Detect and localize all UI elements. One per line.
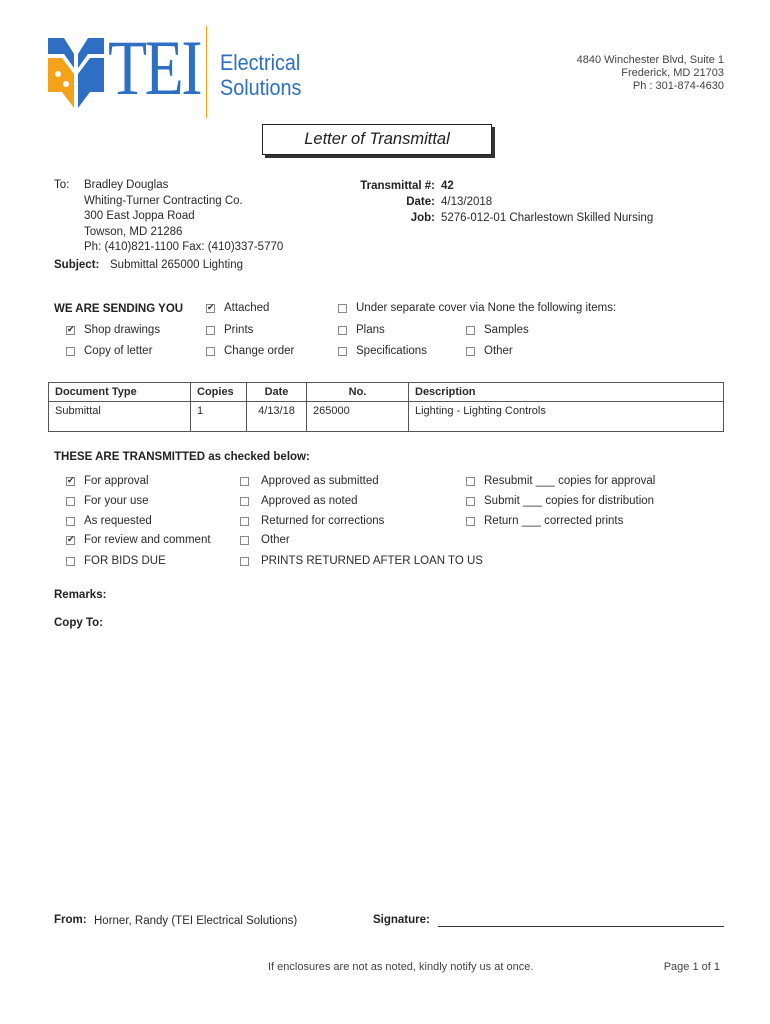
transmitted-option[interactable] (466, 495, 654, 507)
sending-item[interactable] (466, 324, 529, 336)
transmittal-values (441, 178, 653, 226)
sending-item[interactable] (66, 324, 160, 336)
sending-item-label: Specifications (356, 345, 427, 357)
table-header-row (49, 383, 724, 402)
transmitted-option[interactable] (66, 534, 211, 546)
sending-item-label: Copy of letter (84, 345, 153, 357)
sending-item[interactable] (206, 345, 294, 357)
sending-separate-cover[interactable] (338, 302, 616, 314)
company-name-line1: Electrical (220, 50, 301, 75)
checkbox[interactable] (338, 347, 347, 356)
option-label: Other (261, 534, 290, 546)
col-document-type: Document Type (49, 383, 191, 402)
logo-divider (206, 26, 207, 118)
recipient-phone-fax: Ph: (410)821-1100 Fax: (410)337-5770 (84, 241, 284, 253)
option-label: PRINTS RETURNED AFTER LOAN TO US (261, 555, 483, 567)
col-number: No. (307, 383, 409, 402)
option-label: Approved as noted (261, 495, 358, 507)
page-title: Letter of Transmittal (262, 124, 492, 155)
checkbox[interactable] (466, 347, 475, 356)
sending-item-label: Prints (224, 324, 254, 336)
checkbox[interactable] (240, 497, 249, 506)
logo-mark-icon (44, 32, 106, 112)
checkbox[interactable] (206, 347, 215, 356)
table-row (49, 402, 724, 432)
separate-cover-label: Under separate cover via None the following items: (356, 302, 617, 314)
checkbox[interactable] (206, 326, 215, 335)
transmitted-option[interactable] (466, 475, 655, 487)
recipient-name: Bradley Douglas (84, 179, 169, 191)
option-label: FOR BIDS DUE (84, 555, 166, 567)
option-label: For approval (84, 475, 149, 487)
checkbox[interactable] (466, 517, 475, 526)
subject-label: Subject: (54, 259, 100, 271)
cell-document-type: Submittal (49, 402, 191, 432)
recipient-block (84, 178, 283, 256)
checkbox[interactable] (66, 517, 75, 526)
from-label: From: (54, 914, 87, 926)
remarks-label: Remarks: (54, 589, 107, 601)
sending-item-label: Change order (224, 345, 295, 357)
footer-note: If enclosures are not as noted, kindly notify us at once. (268, 961, 534, 973)
transmitted-option[interactable] (66, 475, 149, 487)
checkbox[interactable] (66, 536, 75, 545)
page-number: Page 1 of 1 (663, 961, 720, 973)
transmitted-option[interactable] (240, 515, 384, 527)
sending-item[interactable] (338, 324, 385, 336)
option-label: As requested (84, 515, 152, 527)
company-address (577, 54, 724, 93)
sending-heading: WE ARE SENDING YOU (54, 303, 184, 315)
col-date: Date (247, 383, 307, 402)
cell-number: 265000 (307, 402, 409, 432)
separate-cover-checkbox[interactable] (338, 304, 347, 313)
option-label: Submit ___ copies for distribution (484, 495, 655, 507)
option-label: Return ___ corrected prints (484, 515, 624, 527)
to-label: To: (54, 179, 70, 191)
transmitted-option[interactable] (240, 555, 483, 567)
subject-value: Submittal 265000 Lighting (110, 259, 243, 271)
option-label: For review and comment (84, 534, 211, 546)
transmittal-date: 4/13/2018 (441, 196, 493, 208)
company-name-line2: Solutions (220, 75, 302, 100)
checkbox[interactable] (466, 326, 475, 335)
option-label: Resubmit ___ copies for approval (484, 475, 656, 487)
from-value: Horner, Randy (TEI Electrical Solutions) (94, 915, 298, 927)
sending-item-label: Plans (356, 324, 385, 336)
transmittal-number-label: Transmittal #: (360, 180, 435, 192)
transmitted-option[interactable] (66, 555, 166, 567)
transmitted-heading: THESE ARE TRANSMITTED as checked below: (54, 451, 310, 463)
transmitted-option[interactable] (466, 515, 623, 527)
transmittal-date-label: Date: (406, 196, 435, 208)
checkbox[interactable] (66, 557, 75, 566)
company-logo (44, 24, 204, 112)
recipient-company: Whiting-Turner Contracting Co. (84, 194, 243, 207)
sending-item[interactable] (466, 345, 513, 357)
checkbox[interactable] (466, 477, 475, 486)
sending-item[interactable] (66, 345, 152, 357)
recipient-street: 300 East Joppa Road (84, 210, 195, 222)
transmittal-number: 42 (441, 180, 454, 192)
address-line2: Frederick, MD 21703 (621, 67, 724, 79)
recipient-city: Towson, MD 21286 (84, 225, 183, 238)
cell-copies: 1 (191, 402, 247, 432)
attached-label: Attached (224, 302, 270, 314)
sending-item-label: Samples (484, 324, 529, 336)
address-line1: 4840 Winchester Blvd, Suite 1 (576, 54, 724, 66)
signature-label: Signature: (373, 914, 430, 926)
checkbox[interactable] (240, 477, 249, 486)
sending-item-label: Other (484, 345, 513, 357)
attached-checkbox[interactable] (206, 304, 215, 313)
transmitted-option[interactable] (240, 475, 379, 487)
transmittal-job: 5276-012-01 Charlestown Skilled Nursing (441, 212, 654, 224)
cell-date: 4/13/18 (247, 402, 307, 432)
option-label: For your use (84, 495, 149, 507)
checkbox[interactable] (66, 497, 75, 506)
option-label: Approved as submitted (261, 475, 379, 487)
checkbox[interactable] (240, 536, 249, 545)
document-table (48, 382, 724, 432)
option-label: Returned for corrections (261, 515, 385, 527)
sending-item[interactable] (338, 345, 427, 357)
copy-to-label: Copy To: (54, 617, 103, 629)
checkbox[interactable] (66, 477, 75, 486)
col-copies: Copies (191, 383, 247, 402)
sending-item-label: Shop drawings (84, 324, 161, 336)
checkbox[interactable] (240, 517, 249, 526)
checkbox[interactable] (466, 497, 475, 506)
signature-line[interactable] (438, 926, 724, 927)
checkbox[interactable] (338, 326, 347, 335)
checkbox[interactable] (240, 557, 249, 566)
col-description: Description (409, 383, 724, 402)
transmitted-option[interactable] (66, 495, 149, 507)
transmittal-job-label: Job: (410, 212, 435, 224)
logo-text: TEI (108, 24, 201, 111)
transmitted-option[interactable] (66, 515, 152, 527)
sending-item[interactable] (206, 324, 253, 336)
transmittal-labels (360, 178, 435, 226)
cell-description: Lighting - Lighting Controls (409, 402, 724, 432)
checkbox[interactable] (66, 326, 75, 335)
sending-attached[interactable] (206, 302, 269, 314)
transmitted-option[interactable] (240, 534, 290, 546)
transmitted-option[interactable] (240, 495, 358, 507)
company-phone: Ph : 301-874-4630 (632, 80, 724, 92)
checkbox[interactable] (66, 347, 75, 356)
